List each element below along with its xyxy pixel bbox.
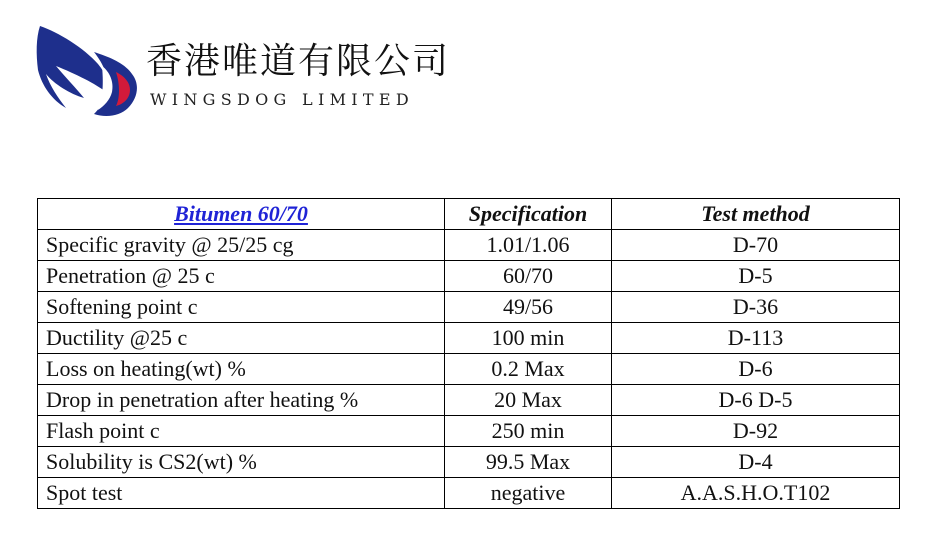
specification-cell: 49/56	[445, 292, 612, 323]
specification-cell: 1.01/1.06	[445, 230, 612, 261]
parameter-cell: Solubility is CS2(wt) %	[38, 447, 445, 478]
test-method-cell: D-6 D-5	[612, 385, 900, 416]
parameter-cell: Specific gravity @ 25/25 cg	[38, 230, 445, 261]
bitumen-spec-table	[37, 198, 900, 509]
table-row	[38, 354, 900, 385]
specification-cell: 0.2 Max	[445, 354, 612, 385]
company-header	[36, 22, 496, 122]
table-row	[38, 292, 900, 323]
parameter-cell: Spot test	[38, 478, 445, 509]
parameter-cell: Ductility @25 c	[38, 323, 445, 354]
test-method-cell: D-4	[612, 447, 900, 478]
parameter-cell: Drop in penetration after heating %	[38, 385, 445, 416]
parameter-cell: Penetration @ 25 c	[38, 261, 445, 292]
test-method-cell: D-113	[612, 323, 900, 354]
table-row	[38, 385, 900, 416]
test-method-cell: D-92	[612, 416, 900, 447]
wingsdog-logo-icon	[36, 22, 146, 120]
test-method-cell: D-6	[612, 354, 900, 385]
specification-cell: 100 min	[445, 323, 612, 354]
specification-cell: 250 min	[445, 416, 612, 447]
test-method-cell: D-70	[612, 230, 900, 261]
test-method-cell: D-5	[612, 261, 900, 292]
table-row	[38, 416, 900, 447]
parameter-cell: Loss on heating(wt) %	[38, 354, 445, 385]
specification-cell: 60/70	[445, 261, 612, 292]
table-row	[38, 261, 900, 292]
parameter-cell: Flash point c	[38, 416, 445, 447]
test-method-cell: A.A.S.H.O.T102	[612, 478, 900, 509]
table-row	[38, 478, 900, 509]
test-method-header: Test method	[612, 199, 900, 230]
specification-header: Specification	[445, 199, 612, 230]
table-row	[38, 447, 900, 478]
specification-cell: 99.5 Max	[445, 447, 612, 478]
company-name-en: WINGSDOG LIMITED	[150, 90, 414, 109]
table-row	[38, 323, 900, 354]
product-name-header-link[interactable]: Bitumen 60/70	[38, 199, 445, 230]
specification-cell: 20 Max	[445, 385, 612, 416]
parameter-cell: Softening point c	[38, 292, 445, 323]
table-header-row	[38, 199, 900, 230]
company-name-cn: 香港唯道有限公司	[146, 41, 451, 82]
specification-cell: negative	[445, 478, 612, 509]
table-row	[38, 230, 900, 261]
test-method-cell: D-36	[612, 292, 900, 323]
